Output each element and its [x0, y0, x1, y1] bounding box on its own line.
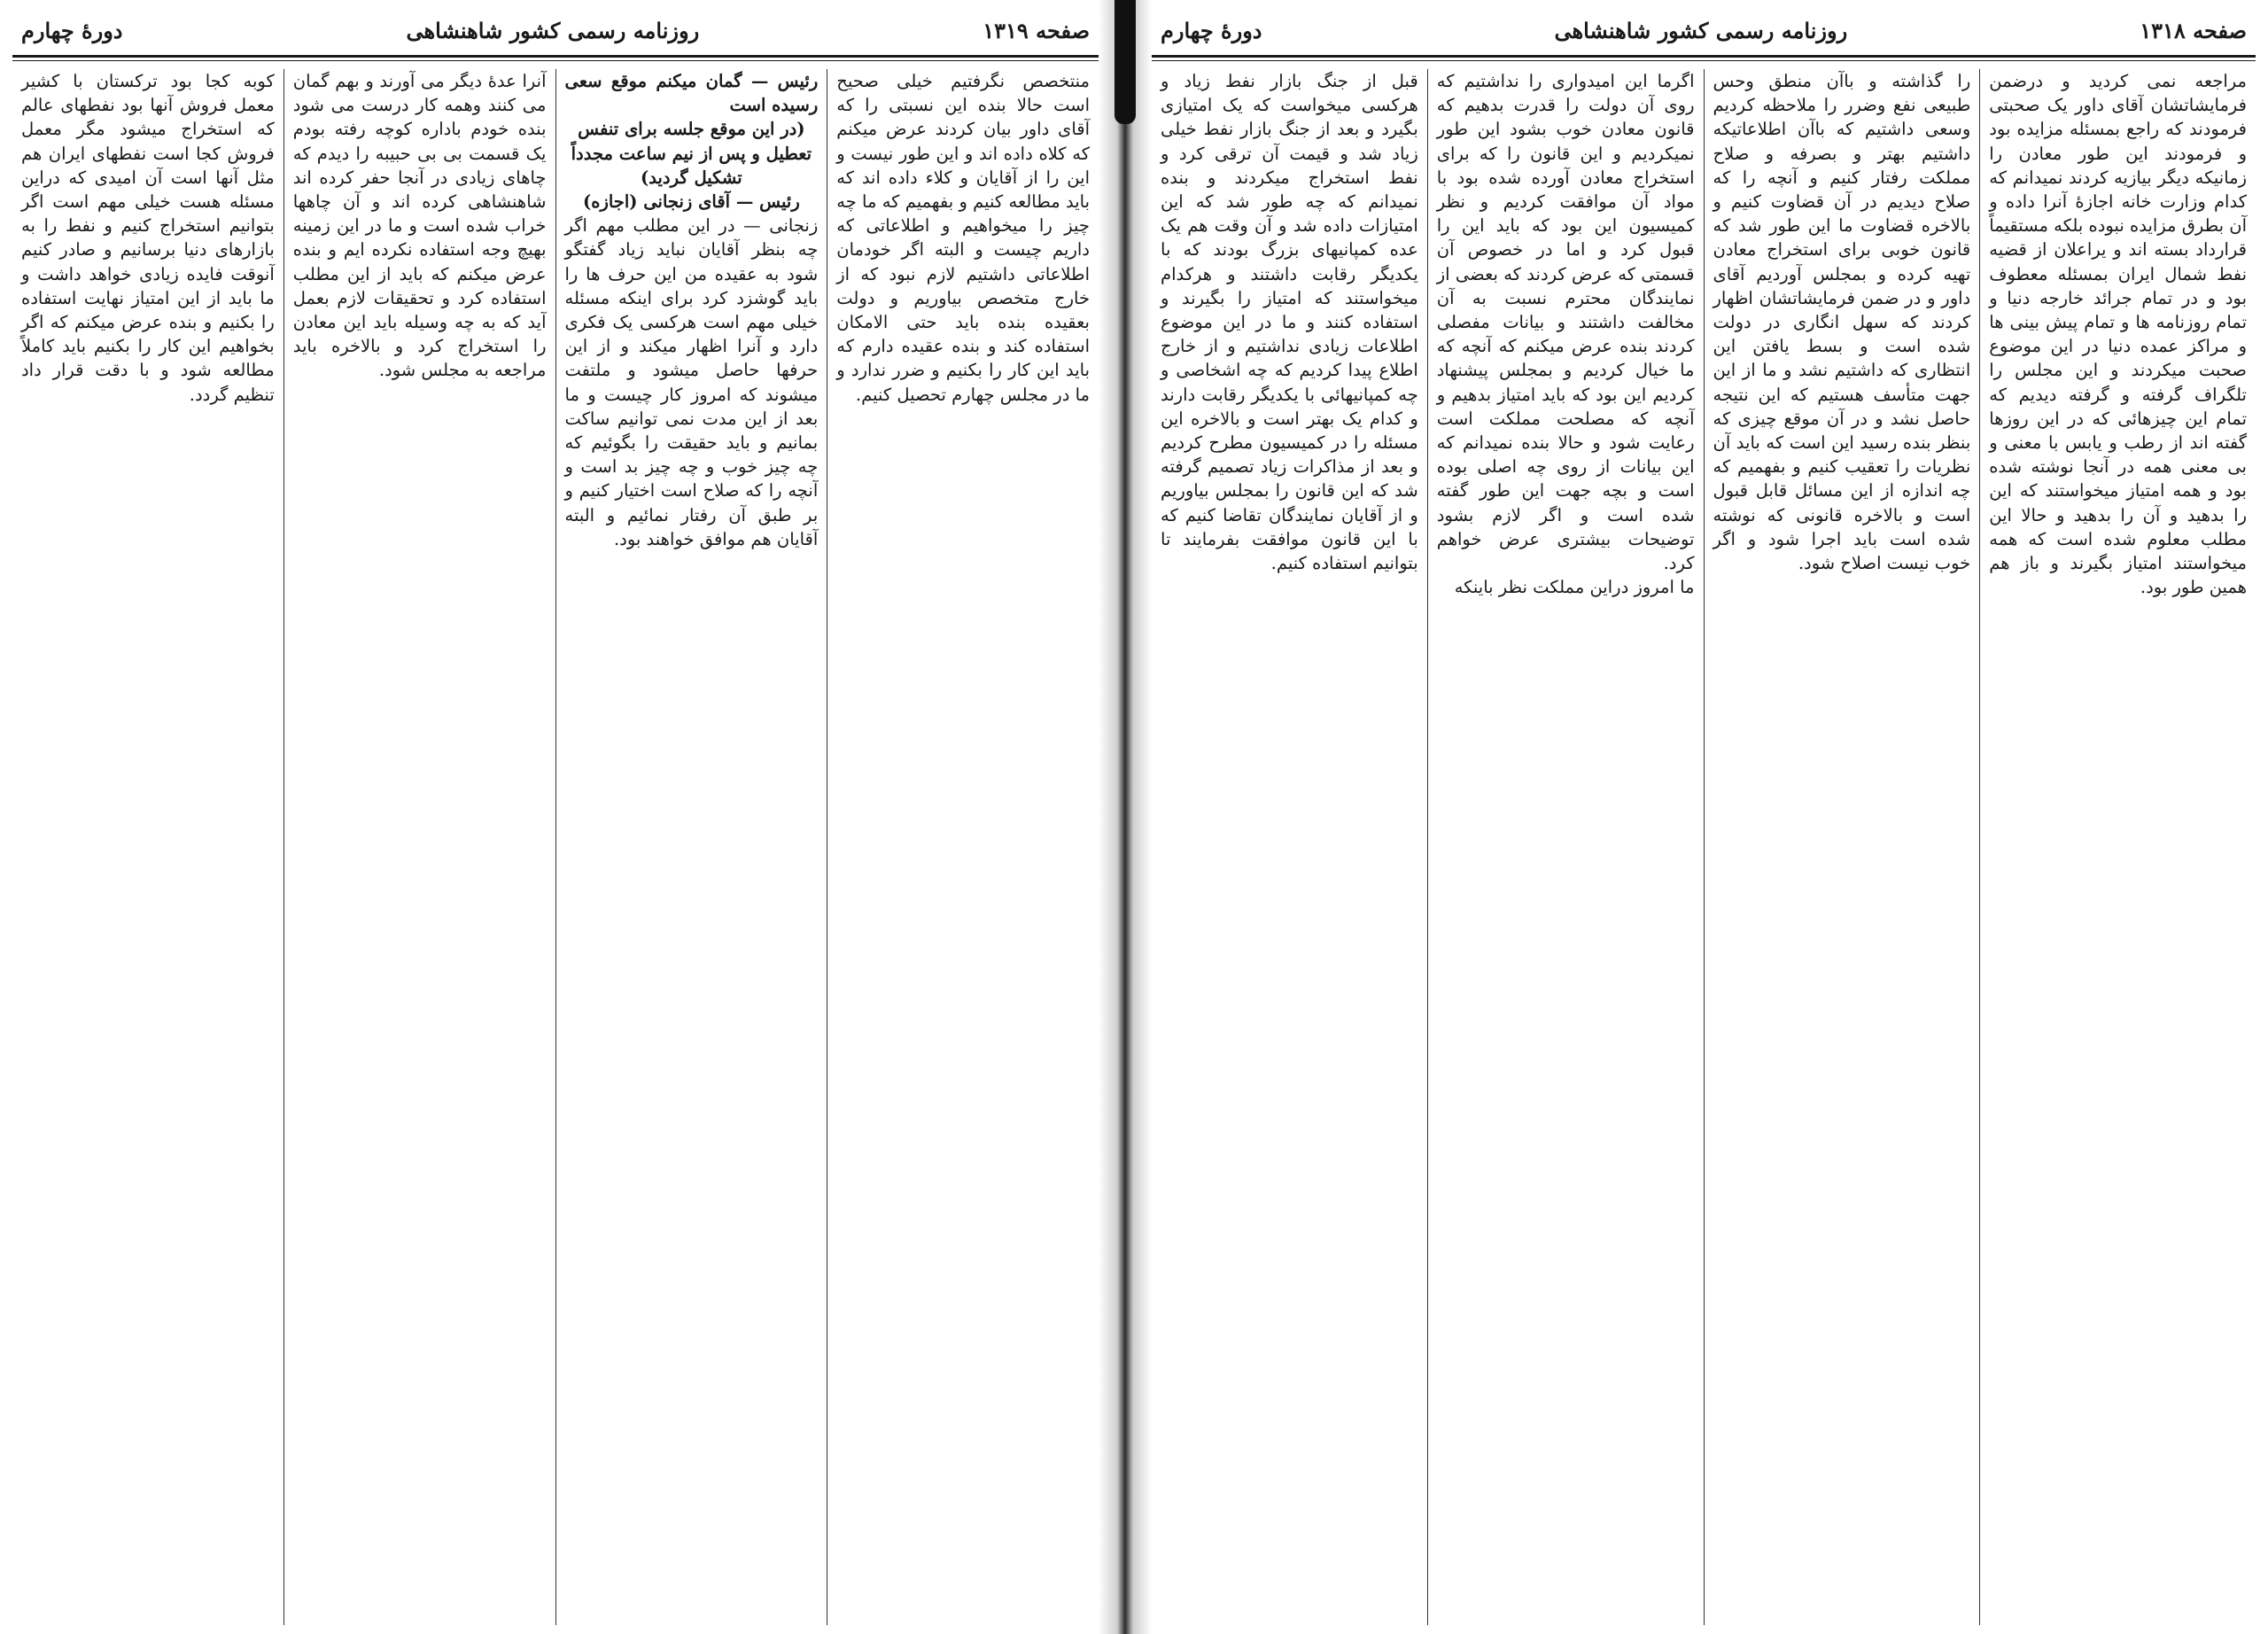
left-column-4-text: کوبه کجا بود ترکستان با کشیر معمل فروش آنها بود نفطهای عالم که استخراج میشود مگر معمل فروش کجا است نفطهای ایران هم مثل آنها است آن امیدی که دراین مسئله هست خیلی مهم است اگر بتوانیم استخراج کنیم و نفط را به بازارهای دنیا برسانیم و صادر کنیم آنوقت فایده زیادی خواهد داشت و ما باید از این امتیاز نهایت استفاده را بکنیم و بنده عرض میکنم که اگر بخواهیم این کار را بکنیم باید کاملاً مطالعه شود و با دقت قرار داد تنظیم گردد.: [21, 71, 275, 405]
header-rule-thin: [1152, 60, 2256, 61]
right-column-2: [1704, 69, 1980, 1625]
right-column-3-text: اگرما این امیدواری را نداشتیم که روی آن دولت را قدرت بدهیم که قانون معادن خوب بشود این طور نمیکردیم و این قانون را که برای استخراج معادن آورده شده بود با مواد آن موافقت کردیم و نظر کمیسیون این بود که باید این را قبول کرد و اما در خصوص آن قسمتی که عرض کردند که بعضی از نمایندگان محترم نسبت به آن مخالفت داشتند و بیانات مفصلی کردند بنده عرض میکنم که آنچه که ما خیال کردیم و بمجلس پیشنهاد کردیم این بود که باید امتیاز بدهیم و آنچه که مصلحت مملکت است رعایت شود و حالا بنده نمیدانم که این بیانات از روی چه اصلی بوده است و بچه جهت این طور گفته شده است و اگر لازم بشود توضیحات بیشتری عرض خواهم کرد.: [1436, 71, 1695, 574]
right-column-2-text: را گذاشته و باآن منطق وحس طبیعی نفع وضرر را ملاحظه کردیم وسعی داشتیم که باآن اطلاعاتیکه داشتیم بهتر و بصرفه و صلاح مملکت رفتار کنیم و آنچه را که صلاح دیدیم در آن قضاوت کنیم و بالاخره قضاوت ما این طور شد که قانون خوبی برای استخراج معادن تهیه کرده و بمجلس آوردیم آقای داور و در ضمن فرمایشاتشان اظهار کردند که سهل انگاری در دولت شده است و بسط یافتن این انتظاری که داشتیم نشد و ما از این جهت متأسف هستیم که این نتیجه حاصل نشد و در آن موقع چیزی که بنظر بنده رسید این است که باید آن نظریات را تعقیب کنیم و بفهمیم که چه اندازه از این مسائل قابل قبول است و بالاخره قانونی که نوشته شده است باید اجرا شود و اگر خوب نیست اصلاح شود.: [1713, 71, 1971, 574]
right-section-heading: ما امروز دراین مملکت نظر باینکه: [1454, 577, 1695, 598]
left-column-1-text: منتخصص نگرفتیم خیلی صحیح است حالا بنده این نسبتی را که آقای داور بیان کردند عرض میکنم که کلاه داده اند و این طور نیست و این را از آقایان و کلاء داده اند که باید مطالعه کنیم و بفهمیم که ما چه چیز را میخواهیم و اطلاعاتی که داریم چیست و البته اگر خودمان اطلاعاتی داشتیم لازم نبود که از خارج متخصص بیاوریم و دولت بعقیده بنده باید حتی الامکان استفاده کند و بنده عقیده دارم که باید این کار را بکنیم و ضرر ندارد و ما در مجلس چهارم تحصیل کنیم.: [836, 71, 1090, 405]
right-column-1-text: مراجعه نمی کردید و درضمن فرمایشاتشان آقای داور یک صحبتی فرمودند که راجع بمسئله مزایده بود و فرمودند این طور معادن را زمانیکه دیگر بیازیه کردند نمیدانم که کدام وزارت خانه اجازهٔ آنرا داده و آن بطرق مزایده نبوده بلکه مستقیماً قرارداد بسته اند و یراعلان از قضیه نفط شمال ایران بمسئله معطوف بود و در تمام جرائد خارجه دنیا و تمام روزنامه ها و تمام پیش بینی ها و مراکز عمده دنیا در این موضوع صحبت میکردند و این مجلس را تلگراف گرفته و گرفته دیدیم که تمام این چیزهائی که در این روزها گفته اند از رطب و یابس با معنی و بی معنی همه در آنجا نوشته شده بود و همه امتیاز میخواستند که این را بدهید و آن را بدهید و حالا این مطلب معلوم شده است که همه میخواستند امتیاز بگیرند و باز هم همین طور بود.: [1989, 71, 2247, 598]
recess-note: (در این موقع جلسه برای تنفس تعطیل و پس از نیم ساعت مجدداً تشکیل گردید): [571, 119, 812, 188]
speaker-line-president: رئیس — گمان میکنم موقع سعی رسیده است: [564, 71, 819, 116]
right-page-session: دورهٔ چهارم: [1161, 17, 1262, 43]
left-page-session: دورهٔ چهارم: [21, 17, 123, 43]
header-rule: [1152, 55, 2256, 58]
right-page-header: [1152, 7, 2256, 53]
left-column-2: [555, 69, 827, 1625]
right-page-columns: [1152, 69, 2256, 1625]
page-gutter: [1099, 0, 1152, 1634]
header-rule-thin: [12, 60, 1099, 61]
right-column-4: [1152, 69, 1427, 1625]
left-page: [12, 7, 1099, 1625]
right-page-title: روزنامه رسمی کشور شاهنشاهی: [1554, 17, 1848, 43]
right-page: [1152, 7, 2256, 1625]
header-rule: [12, 55, 1099, 58]
right-column-4-text: قبل از جنگ بازار نفط زیاد و هرکسی میخواست که یک امتیازی بگیرد و بعد از جنگ بازار نفط خیلی زیاد شد و قیمت آن ترقی کرد و نفط استخراج میکردند و بنده نمیدانم که چه طور شد که این امتیازات داده شد و آن وقت هم یک عده کمپانیهای بزرگ بودند که با یکدیگر رقابت داشتند و هرکدام میخواستند که امتیاز را بگیرند و استفاده کنند و ما در این موضوع اطلاعات زیادی نداشتیم و از خارج اطلاع پیدا کردیم که چه اشخاصی و چه کمپانیهائی با یکدیگر رقابت دارند و کدام یک بهتر است و بالاخره این مسئله را در کمیسیون مطرح کردیم و بعد از مذاکرات زیاد تصمیم گرفته شد که این قانون را بمجلس بیاوریم و از آقایان نمایندگان تقاضا کنیم که با این قانون موافقت بفرمایند تا بتوانیم استفاده کنیم.: [1161, 71, 1418, 574]
left-column-3: [284, 69, 555, 1625]
left-page-header: [12, 7, 1099, 53]
right-column-3: [1427, 69, 1704, 1625]
left-column-4: [12, 69, 284, 1625]
left-page-columns: [12, 69, 1099, 1625]
left-page-number: صفحه ۱۳۱۹: [983, 17, 1090, 43]
right-page-number: صفحه ۱۳۱۸: [2140, 17, 2247, 43]
speaker-line-zanjani: رئیس — آقای زنجانی (اجازه): [583, 191, 800, 213]
left-column-3-text: آنرا عدهٔ دیگر می آورند و بهم گمان می کنند وهمه کار درست می شود بنده خودم باداره کوچه رفته بودم یک قسمت بی بی حبیبه را دیدم که چاهای زیادی در آنجا حفر کرده اند شاهنشاهی کرده اند و آن چاهها خراب شده است و ما در این زمینه بهیچ وجه استفاده نکرده ایم و بنده عرض میکنم که باید از این مطلب استفاده کرد و تحقیقات لازم بعمل آید که به چه وسیله باید این معادن را استخراج کرد و بالاخره باید مراجعه به مجلس شود.: [292, 71, 547, 381]
gutter-ink-blot: [1115, 0, 1136, 124]
zanjani-speech: زنجانی — در این مطلب مهم اگر چه بنظر آقایان نباید زیاد گفتگو شود به عقیده من این حرف ها را باید گوشزد کرد برای اینکه مسئله خیلی مهم است هرکسی یک فکری دارد و آنرا اظهار میکند و از این حرفها حاصل میشود و ملتفت میشوند که امروز کار چیست و ما بعد از این مدت نمی توانیم ساکت بمانیم و باید حقیقت را بگوئیم که چه چیز خوب و چه چیز بد است و آنچه را که صلاح است اختیار کنیم و بر طبق آن رفتار نمائیم و البته آقایان هم موافق خواهند بود.: [564, 215, 819, 549]
left-column-1: [827, 69, 1099, 1625]
left-page-title: روزنامه رسمی کشور شاهنشاهی: [406, 17, 700, 43]
right-column-1: [1979, 69, 2256, 1625]
